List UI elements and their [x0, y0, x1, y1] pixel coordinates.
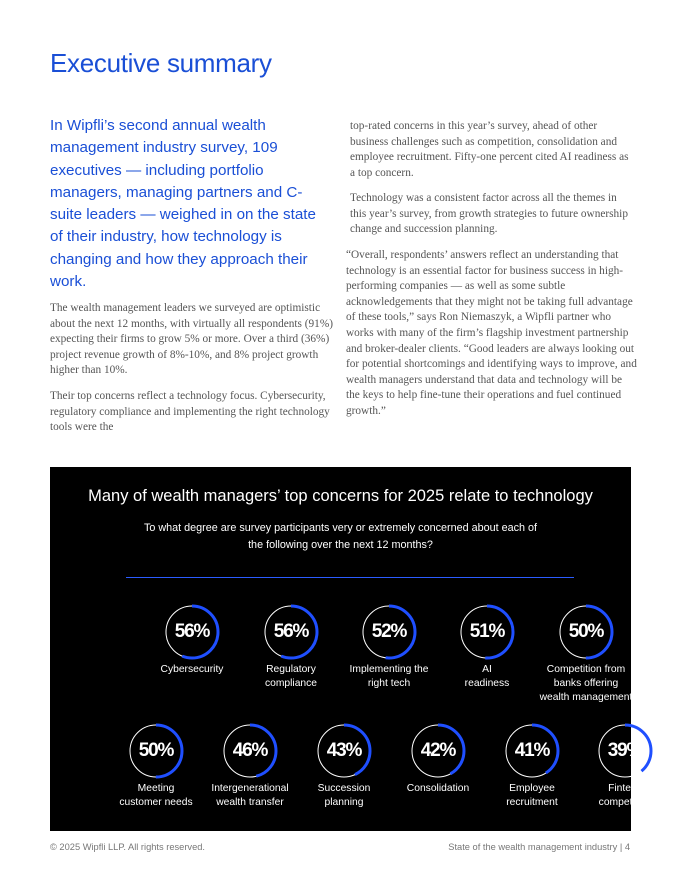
- stat-label: Employee recruitment: [506, 783, 558, 808]
- footer-page-label: State of the wealth management industry | 4: [448, 842, 630, 852]
- stat-label: AI readiness: [464, 664, 510, 689]
- body-paragraph-concerns-cont: top-rated concerns in this year’s survey, ahead of other business challenges such as competition, consolidation and employee recruitment. Fifty-one percent cited AI readiness as a top concern.: [350, 120, 629, 179]
- stat-percent: 56%: [174, 621, 210, 642]
- stat-percent: 43%: [326, 740, 362, 761]
- stat-percent: 52%: [371, 621, 407, 642]
- infographic-divider: [126, 577, 574, 578]
- infographic-panel: [50, 467, 652, 831]
- stat-percent: 56%: [273, 621, 309, 642]
- infographic-question: To what degree are survey participants very or extremely concerned about each of the following over the next 12 months?: [143, 522, 538, 551]
- stat-percent: 51%: [469, 621, 505, 642]
- stat-percent: 50%: [568, 621, 604, 642]
- stat-label: Cybersecurity: [160, 664, 224, 675]
- body-paragraph-technology: Technology was a consistent factor across all the themes in this year’s survey, from growth strategies to future ownership change and succession planning.: [350, 192, 628, 236]
- lead-paragraph: In Wipfli’s second annual wealth management industry survey, 109 executives — including portfolio managers, managing partners and C-suite leaders — weighed in on the state of their industry, how technology is changing and how they approach their work.: [50, 117, 316, 291]
- stat-label: Meeting customer needs: [119, 783, 193, 808]
- body-paragraph-growth: The wealth management leaders we surveyed are optimistic about the next 12 months, with virtually all respondents (91%) expecting their firms to grow 5% or more. Over a third (36%) project revenue growth of 8%-10%, and 8% project growth higher than 10%.: [50, 302, 334, 377]
- stat-label: Consolidation: [406, 783, 470, 794]
- infographic-title: Many of wealth managers’ top concerns for 2025 relate to technology: [88, 487, 593, 505]
- stat-label: Regulatory compliance: [264, 664, 318, 689]
- page-title: Executive summary: [50, 48, 272, 78]
- stat-percent: 46%: [232, 740, 268, 761]
- stat-percent: 50%: [138, 740, 174, 761]
- body-paragraph-quote: “Overall, respondents’ answers reflect an understanding that technology is an essential factor for business success in high-performing companies — as well as some subtle acknowledgements that they might not be taking full advantage of these tools,” says Ron Niemaszyk, a Wipfli partner who works with many of the firm’s flagship investment partnership and broker-dealer clients. “Good leaders are always looking out for potential shortcomings and identifying ways to improve, and wealth managers understand that data and technology will be the keys to help fine-tune their operations and fuel continued growth.”: [346, 249, 637, 417]
- footer-copyright: © 2025 Wipfli LLP. All rights reserved.: [50, 842, 205, 852]
- stat-label: Implementing the right tech: [349, 664, 429, 689]
- stat-label: Succession planning: [317, 783, 371, 808]
- stat-percent: 41%: [514, 740, 550, 761]
- body-paragraph-concerns: Their top concerns reflect a technology focus. Cybersecurity, regulatory compliance and implementing the right technology tools were the: [50, 390, 330, 434]
- stat-label: Fintech competition: [598, 783, 652, 808]
- stat-label: Intergenerational wealth transfer: [211, 783, 289, 808]
- stat-label: Competition from banks offering wealth management: [539, 664, 633, 703]
- stat-percent: 42%: [420, 740, 456, 761]
- stat-percent: 39%: [607, 740, 643, 761]
